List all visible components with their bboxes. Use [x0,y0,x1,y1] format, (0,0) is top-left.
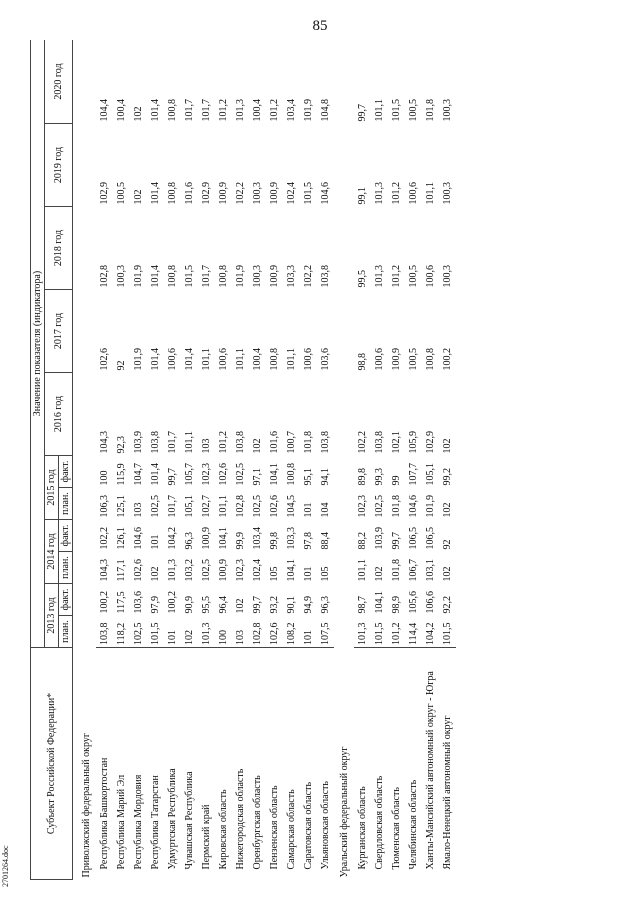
value-cell: 118,2 [116,622,127,645]
value-cell: 103,8 [150,431,161,454]
value-cell: 100,5 [408,348,419,371]
value-cell: 101,1 [374,99,385,122]
value-cell: 102 [133,106,144,122]
table-row [198,40,215,880]
value-cell: 100,9 [269,182,280,205]
value-cell: 100,6 [303,348,314,371]
value-cell: 101,9 [133,348,144,371]
value-cell: 107,7 [408,463,419,486]
value-cell: 96,4 [218,596,229,614]
value-cell: 101,1 [235,348,246,371]
value-cell: 101,4 [184,348,195,371]
value-cell: 103 [235,630,246,645]
value-cell: 102,6 [269,622,280,645]
value-cell: 101,4 [150,265,161,288]
value-cell: 104,3 [99,559,110,582]
value-cell: 104,1 [286,559,297,582]
value-cell: 101,1 [201,348,212,371]
value-cell: 90,9 [184,596,195,614]
year-header-2016: 2016 год [45,373,73,456]
value-cell: 99,7 [252,596,263,614]
table-row [232,40,249,880]
value-cell: 100,3 [442,265,453,288]
value-cell: 100,6 [218,348,229,371]
value-cell: 101,5 [303,182,314,205]
table-row [181,40,198,880]
value-cell: 104,1 [218,527,229,550]
table-row [215,40,232,880]
value-cell: 101 [303,630,314,645]
value-cell: 98,9 [391,596,402,614]
value-cell: 102 [235,598,246,614]
value-cell: 100,8 [167,265,178,288]
value-cell: 101,5 [391,99,402,122]
subject-name: Челябинская область [405,648,422,880]
value-cell: 101,6 [269,431,280,454]
subject-name: Свердловская область [371,648,388,880]
value-cell: 104,8 [320,99,331,122]
subject-name: Республика Татарстан [147,648,164,880]
value-cell: 103,3 [286,265,297,288]
value-cell: 100,3 [116,265,127,288]
value-cell: 104,2 [425,622,436,645]
value-cell: 100,9 [391,348,402,371]
value-cell: 117,5 [116,591,127,614]
value-cell: 94,1 [320,468,331,486]
value-cell: 88,4 [320,532,331,550]
subject-name: Пермский край [198,648,215,880]
value-cell: 88,2 [357,532,368,550]
value-cell: 102,8 [235,495,246,518]
value-cell: 101,2 [391,265,402,288]
value-cell: 101,3 [357,622,368,645]
value-cell: 97,8 [303,532,314,550]
value-cell: 102,5 [374,495,385,518]
table-row [439,40,456,880]
value-cell: 102,4 [252,559,263,582]
value-cell: 101,1 [218,495,229,518]
table-row [317,40,334,880]
group-name: Уральский федеральный округ [338,746,350,878]
value-cell: 101,7 [167,495,178,518]
subject-name: Саратовская область [300,648,317,880]
value-cell: 102 [133,189,144,205]
value-cell: 104,6 [408,495,419,518]
value-cell: 100,2 [167,591,178,614]
value-cell: 101,4 [150,99,161,122]
value-cell: 100,3 [442,99,453,122]
year-header-2015: 2015 год [45,456,59,520]
value-cell: 101,2 [269,99,280,122]
value-cell: 99,7 [167,468,178,486]
value-cell: 103,1 [425,559,436,582]
value-cell: 98,7 [357,596,368,614]
value-cell: 104,2 [167,527,178,550]
value-cell: 104,3 [99,431,110,454]
value-cell: 102 [442,438,453,454]
value-cell: 108,2 [286,622,297,645]
value-cell: 103,2 [184,559,195,582]
value-cell: 101,8 [303,431,314,454]
value-cell: 103,4 [286,99,297,122]
table-row [388,40,405,880]
value-cell: 101,3 [167,559,178,582]
value-cell: 107,5 [320,622,331,645]
value-cell: 102,5 [150,495,161,518]
value-cell: 105,9 [408,431,419,454]
value-cell: 100,3 [252,265,263,288]
value-cell: 104,4 [99,99,110,122]
value-cell: 102,6 [269,495,280,518]
table-row [354,40,371,880]
value-cell: 106,5 [408,527,419,550]
value-cell: 101 [303,566,314,582]
value-cell: 101,3 [374,265,385,288]
value-cell: 103,6 [133,591,144,614]
value-cell: 106,5 [425,527,436,550]
subject-name: Кировская область [215,648,232,880]
value-cell: 101,5 [442,622,453,645]
value-cell: 100 [99,470,110,486]
value-cell: 103,8 [99,622,110,645]
table-row [147,40,164,880]
value-cell: 102,2 [235,182,246,205]
subject-name: Удмуртская Республика [164,648,181,880]
value-cell: 126,1 [116,527,127,550]
value-cell: 103,4 [252,527,263,550]
value-cell: 101 [167,630,178,645]
value-cell: 101,1 [357,559,368,582]
value-cell: 92,2 [442,596,453,614]
value-cell: 102,6 [133,559,144,582]
value-cell: 102,1 [391,431,402,454]
year-header-2020: 2020 год [45,40,73,124]
value-cell: 100,9 [269,265,280,288]
value-cell: 101,8 [391,559,402,582]
value-cell: 101 [303,502,314,518]
table-body [73,40,457,880]
value-cell: 100,4 [252,348,263,371]
value-cell: 100,5 [116,182,127,205]
value-cell: 100,8 [167,99,178,122]
value-cell: 101 [150,534,161,550]
value-cell: 92,3 [116,436,127,454]
value-cell: 103,9 [133,431,144,454]
value-cell: 101,5 [150,622,161,645]
value-cell: 101,3 [374,182,385,205]
page-number: 85 [312,18,328,34]
value-cell: 125,1 [116,495,127,518]
plan-header-2015: план. [59,488,73,520]
value-cell: 100,8 [218,265,229,288]
value-cell: 104,5 [286,495,297,518]
value-cell: 100,6 [425,265,436,288]
table-row [113,40,130,880]
value-cell: 104 [320,502,331,518]
subject-name: Республика Башкортостан [96,648,113,880]
plan-header-2014: план. [59,552,73,584]
value-cell: 101,4 [150,463,161,486]
table-row [96,40,113,880]
year-header-2017: 2017 год [45,290,73,373]
value-cell: 106,3 [99,495,110,518]
value-cell: 100,2 [99,591,110,614]
value-cell: 100,4 [116,99,127,122]
plan-header-2013: план. [59,616,73,648]
year-header-2019: 2019 год [45,124,73,207]
value-cell: 102,2 [99,527,110,550]
value-cell: 101,3 [235,99,246,122]
value-cell: 94,9 [303,596,314,614]
value-cell: 102 [442,566,453,582]
value-cell: 102,3 [235,559,246,582]
year-header-2013: 2013 год [45,584,59,648]
value-cell: 117,1 [116,559,127,582]
subject-name: Оренбургская область [249,648,266,880]
value-cell: 102,4 [286,182,297,205]
value-cell: 114,4 [408,622,419,645]
value-cell: 99 [391,475,402,486]
value-cell: 101,2 [391,182,402,205]
value-cell: 101,9 [133,265,144,288]
value-cell: 97,9 [150,596,161,614]
value-cell: 100,8 [286,463,297,486]
value-cell: 101,7 [201,265,212,288]
value-cell: 106,7 [408,559,419,582]
value-cell: 102,9 [201,182,212,205]
value-cell: 104,1 [269,463,280,486]
year-header-2014: 2014 год [45,520,59,584]
value-cell: 89,8 [357,468,368,486]
subject-name: Нижегородская область [232,648,249,880]
value-cell: 102 [184,630,195,645]
fact-header-2013: факт. [59,584,73,616]
value-cell: 104,1 [374,591,385,614]
subject-name: Тюменская область [388,648,405,880]
value-cell: 105,7 [184,463,195,486]
value-cell: 102 [252,438,263,454]
value-cell: 98,8 [357,353,368,371]
table-row [164,40,181,880]
value-cell: 106,6 [425,591,436,614]
value-cell: 100,9 [218,559,229,582]
value-cell: 100,4 [252,99,263,122]
fact-header-2014: факт. [59,520,73,552]
value-cell: 100,6 [167,348,178,371]
value-cell: 99,7 [357,104,368,122]
value-cell: 103 [201,438,212,454]
value-cell: 102 [374,566,385,582]
footer-filename: 2701264.doc [1,845,10,887]
value-cell: 100,9 [218,182,229,205]
subject-name: Ямало-Ненецкий автономный округ [439,648,456,880]
value-cell: 95,5 [201,596,212,614]
subject-name: Ханты-Мансийский автономный округ - Югра [422,648,439,880]
value-cell: 102,2 [357,431,368,454]
value-cell: 101,9 [235,265,246,288]
value-cell: 100,8 [425,348,436,371]
value-cell: 102,3 [201,463,212,486]
value-cell: 101,9 [425,495,436,518]
subject-name: Чувашская Республика [181,648,198,880]
value-cell: 101,1 [286,348,297,371]
value-cell: 104,6 [320,182,331,205]
value-cell: 105 [269,566,280,582]
fact-header-2015: факт. [59,456,73,488]
value-cell: 102,6 [218,463,229,486]
table-row [422,40,439,880]
value-cell: 101,6 [184,182,195,205]
value-cell: 99,5 [357,270,368,288]
value-cell: 99,3 [374,468,385,486]
value-cell: 100,8 [167,182,178,205]
value-cell: 104,6 [133,527,144,550]
value-cell: 103,8 [374,431,385,454]
value-cell: 101,1 [184,431,195,454]
value-cell: 101,4 [150,348,161,371]
value-cell: 100,7 [286,431,297,454]
value-cell: 102,5 [235,463,246,486]
value-cell: 105,1 [184,495,195,518]
value-cell: 105 [320,566,331,582]
value-cell: 102,8 [252,622,263,645]
value-cell: 101,2 [218,99,229,122]
value-cell: 99,9 [235,532,246,550]
value-cell: 101,7 [201,99,212,122]
value-cell: 101,5 [184,265,195,288]
value-cell: 92 [442,539,453,550]
value-cell: 103 [133,502,144,518]
subject-name: Курганская область [354,648,371,880]
table-row [130,40,147,880]
value-cell: 101,7 [184,99,195,122]
value-cell: 100,6 [408,182,419,205]
indicator-table [30,40,456,880]
value-cell: 99,8 [269,532,280,550]
value-cell: 104,7 [133,463,144,486]
value-cell: 101,9 [303,99,314,122]
value-cell: 92 [116,360,127,371]
value-cell: 101,1 [425,182,436,205]
value-cell: 105,1 [425,463,436,486]
value-cell: 96,3 [184,532,195,550]
value-cell: 102,6 [99,348,110,371]
value-cell: 95,1 [303,468,314,486]
value-cell: 101,8 [391,495,402,518]
value-cell: 102,5 [201,559,212,582]
value-cell: 102,2 [303,265,314,288]
value-cell: 99,7 [391,532,402,550]
value-cell: 99,2 [442,468,453,486]
year-header-2018: 2018 год [45,207,73,290]
value-cell: 100,8 [269,348,280,371]
value-cell: 100,6 [374,348,385,371]
subject-header: Субъект Российской Федерации* [31,648,73,880]
subject-name: Республика Марий Эл [113,648,130,880]
value-cell: 102 [442,502,453,518]
indicator-header: Значение показателя (индикатора) [31,40,45,648]
value-cell: 102 [150,566,161,582]
value-cell: 101,8 [425,99,436,122]
group-row [334,40,354,880]
value-cell: 103,8 [320,265,331,288]
value-cell: 100,5 [408,99,419,122]
value-cell: 101,7 [167,431,178,454]
value-cell: 115,9 [116,463,127,486]
value-cell: 97,1 [252,468,263,486]
subject-name: Ульяновская область [317,648,334,880]
table-row [405,40,422,880]
value-cell: 102,5 [252,495,263,518]
value-cell: 102,3 [357,495,368,518]
value-cell: 100,3 [442,182,453,205]
table-rotator [30,40,630,880]
value-cell: 102,9 [99,182,110,205]
subject-name: Республика Мордовия [130,648,147,880]
value-cell: 103,6 [320,348,331,371]
value-cell: 102,5 [133,622,144,645]
value-cell: 103,3 [286,527,297,550]
value-cell: 103,9 [374,527,385,550]
table-row [371,40,388,880]
value-cell: 102,7 [201,495,212,518]
table-row [300,40,317,880]
value-cell: 93,2 [269,596,280,614]
group-row [73,40,97,880]
value-cell: 101,2 [391,622,402,645]
value-cell: 100 [218,630,229,645]
value-cell: 96,3 [320,596,331,614]
value-cell: 100,9 [201,527,212,550]
table-row [283,40,300,880]
group-name: Приволжский федеральный округ [80,733,92,878]
value-cell: 101,3 [201,622,212,645]
subject-name: Пензенская область [266,648,283,880]
value-cell: 103,8 [320,431,331,454]
value-cell: 90,1 [286,596,297,614]
subject-name: Самарская область [283,648,300,880]
value-cell: 105,6 [408,591,419,614]
value-cell: 101,5 [374,622,385,645]
value-cell: 103,8 [235,431,246,454]
value-cell: 100,5 [408,265,419,288]
value-cell: 101,4 [150,182,161,205]
value-cell: 100,3 [252,182,263,205]
value-cell: 102,8 [99,265,110,288]
table-row [249,40,266,880]
value-cell: 99,1 [357,187,368,205]
rotated-table-area [30,40,630,880]
value-cell: 102,9 [425,431,436,454]
table-row [266,40,283,880]
value-cell: 100,2 [442,348,453,371]
value-cell: 101,2 [218,431,229,454]
